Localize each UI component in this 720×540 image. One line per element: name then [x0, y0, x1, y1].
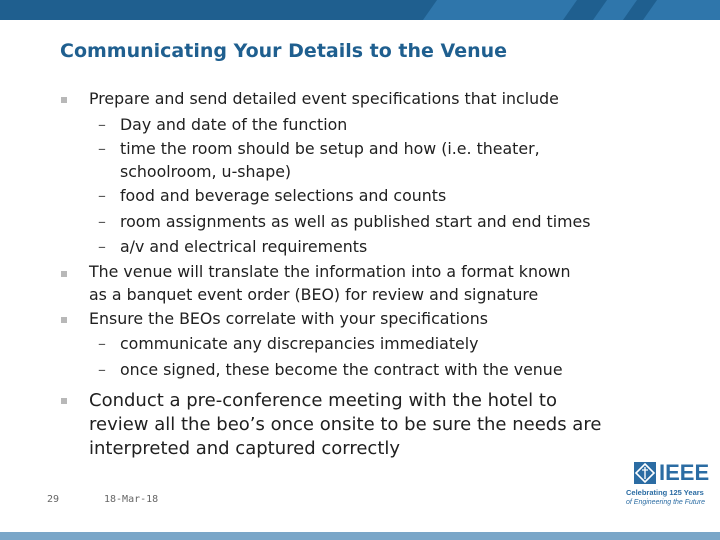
top-banner: [0, 0, 720, 20]
sub-item: [60, 209, 710, 235]
banner-stripe: [643, 0, 720, 20]
bullet-square-icon: [61, 398, 67, 404]
sub-text: food and beverage selections and counts: [120, 186, 447, 205]
bullet-square-icon: [61, 97, 67, 103]
page-number: 29: [47, 494, 60, 505]
bullet-item: [60, 306, 710, 332]
bullet-text-continued: interpreted and captured correctly: [89, 438, 401, 459]
bullet-item-large: [60, 389, 710, 461]
banner-stripe: [423, 0, 577, 20]
bullet-text: The venue will translate the information into a format known: [89, 261, 571, 281]
banner-stripe: [593, 0, 637, 20]
sub-text: Day and date of the function: [120, 114, 348, 134]
dash-icon: –: [98, 114, 106, 134]
bullet-square-icon: [61, 271, 67, 277]
sub-text: room assignments as well as published start and end times: [120, 211, 591, 231]
sub-item: [60, 357, 710, 383]
bullet-text-continued: review all the beo’s once onsite to be sure the needs are: [89, 414, 602, 435]
bullet-item: [60, 260, 710, 306]
logo-brand-text: IEEE: [659, 460, 710, 485]
ieee-emblem-icon: [634, 462, 656, 484]
slide-title: Communicating Your Details to the Venue: [60, 40, 508, 62]
bullet-text: Ensure the BEOs correlate with your specifications: [89, 308, 488, 328]
sub-text: time the room should be setup and how (i.e. theater,: [120, 139, 540, 158]
sub-item: [60, 137, 710, 160]
footer-date: 18-Mar-18: [104, 494, 159, 505]
bullet-item: [60, 86, 710, 112]
dash-icon: –: [98, 237, 106, 256]
sub-item: [60, 331, 710, 357]
bullet-text: Prepare and send detailed event specifications that include: [89, 89, 559, 108]
sub-text: schoolroom, u-shape): [120, 162, 292, 181]
sub-item: [60, 112, 710, 138]
ieee-logo: [626, 458, 712, 516]
bullet-text-continued: as a banquet event order (BEO) for review and signature: [89, 284, 539, 304]
sub-text: communicate any discrepancies immediately: [120, 334, 479, 353]
logo-tagline: Celebrating 125 Years: [626, 488, 704, 497]
slide-body: [60, 86, 710, 461]
sub-item: [60, 234, 710, 260]
sub-text: a/v and electrical requirements: [120, 237, 368, 256]
bottom-rule: [0, 532, 720, 540]
dash-icon: –: [98, 211, 106, 231]
sub-item-continued: [60, 160, 710, 183]
sub-text: once signed, these become the contract with the venue: [120, 359, 563, 379]
sub-item: [60, 183, 710, 209]
dash-icon: –: [98, 359, 106, 379]
bullet-square-icon: [61, 317, 67, 323]
logo-tagline-secondary: of Engineering the Future: [626, 499, 705, 506]
dash-icon: –: [98, 334, 106, 353]
bullet-text: Conduct a pre-conference meeting with the hotel to: [89, 390, 557, 411]
dash-icon: –: [98, 139, 106, 158]
dash-icon: –: [98, 186, 106, 205]
